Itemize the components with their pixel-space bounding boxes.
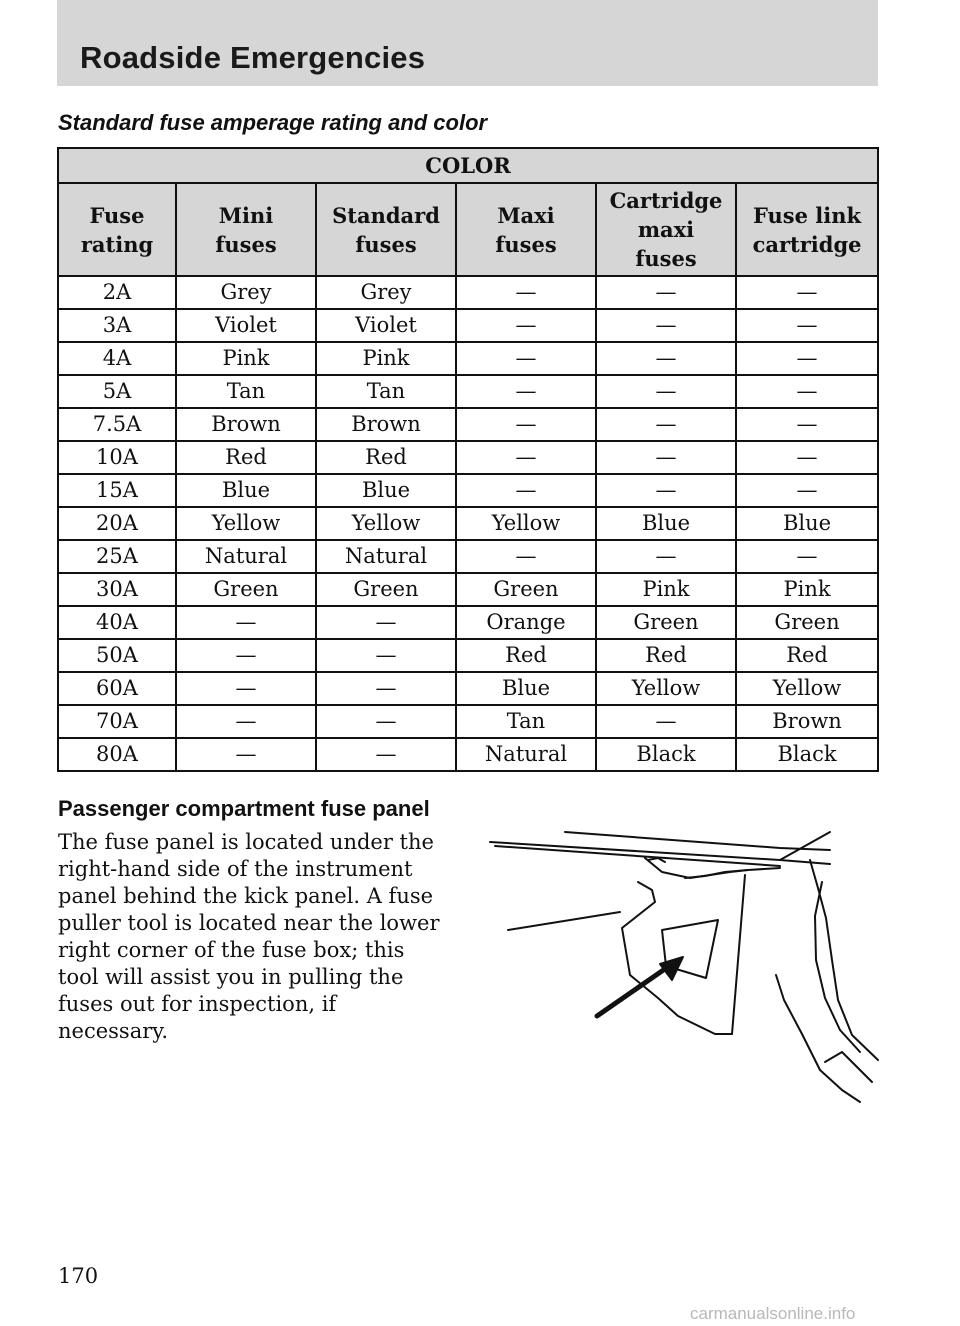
column-header-line: fuses (495, 231, 557, 257)
fuse-color-cell: Yellow (456, 507, 596, 540)
fuse-color-cell: — (596, 276, 736, 309)
description-line: The fuse panel is located under the (58, 830, 434, 854)
fuse-rating-cell: 3A (58, 309, 176, 342)
fuse-color-cell: Brown (316, 408, 456, 441)
fuse-rating-cell: 2A (58, 276, 176, 309)
fuse-color-cell: — (596, 441, 736, 474)
fuse-color-cell: — (736, 309, 878, 342)
description-line: fuses out for inspection, if (58, 992, 337, 1016)
fuse-color-cell: — (736, 375, 878, 408)
fuse-color-cell: Green (456, 573, 596, 606)
fuse-panel-location-illustration (480, 820, 880, 1110)
fuse-color-cell: — (456, 309, 596, 342)
description-line: right corner of the fuse box; this (58, 938, 405, 962)
column-header-line: Standard (332, 202, 440, 228)
fuse-color-cell: — (596, 342, 736, 375)
column-header-line: fuses (635, 246, 697, 271)
fuse-color-cell: Yellow (316, 507, 456, 540)
fuse-color-cell: — (456, 276, 596, 309)
fuse-color-cell: Blue (176, 474, 316, 507)
table-row (58, 441, 878, 474)
fuse-color-cell: Black (596, 738, 736, 771)
fuse-color-cell: Pink (316, 342, 456, 375)
watermark: carmanualsonline.info (690, 1304, 856, 1323)
fuse-panel-description (58, 829, 478, 1045)
column-header-line: cartridge (752, 231, 862, 257)
column-header (316, 183, 456, 276)
fuse-color-cell: — (596, 540, 736, 573)
fuse-color-cell: — (176, 705, 316, 738)
fuse-color-cell: — (456, 441, 596, 474)
table-row (58, 606, 878, 639)
fuse-color-cell: — (596, 375, 736, 408)
description-line: puller tool is located near the lower (58, 911, 440, 935)
fuse-color-cell: — (316, 639, 456, 672)
column-header (176, 183, 316, 276)
table-row (58, 672, 878, 705)
column-header (58, 183, 176, 276)
table-row (58, 705, 878, 738)
fuse-color-cell: Red (176, 441, 316, 474)
column-header (736, 183, 878, 276)
description-line: right-hand side of the instrument (58, 857, 413, 881)
fuse-color-cell: Red (316, 441, 456, 474)
fuse-color-cell: Tan (456, 705, 596, 738)
fuse-color-cell: Red (736, 639, 878, 672)
column-header-line: Fuse (89, 202, 145, 228)
column-header-line: rating (80, 231, 154, 257)
fuse-rating-cell: 60A (58, 672, 176, 705)
fuse-rating-cell: 50A (58, 639, 176, 672)
fuse-color-cell: Brown (736, 705, 878, 738)
fuse-color-cell: Yellow (736, 672, 878, 705)
column-header-line: fuses (215, 231, 277, 257)
fuse-color-cell: Grey (316, 276, 456, 309)
color-group-header: COLOR (58, 148, 878, 183)
fuse-color-cell: Blue (736, 507, 878, 540)
fuse-color-cell: Orange (456, 606, 596, 639)
fuse-color-cell: Pink (596, 573, 736, 606)
fuse-color-cell: Green (596, 606, 736, 639)
fuse-color-cell: Blue (316, 474, 456, 507)
fuse-color-cell: — (736, 408, 878, 441)
column-header (456, 183, 596, 276)
fuse-color-cell: — (316, 672, 456, 705)
column-header-line: fuses (355, 231, 417, 257)
fuse-color-cell: — (456, 342, 596, 375)
column-header (596, 183, 736, 276)
table-row (58, 408, 878, 441)
fuse-color-cell: Red (596, 639, 736, 672)
fuse-color-cell: — (176, 672, 316, 705)
fuse-rating-cell: 15A (58, 474, 176, 507)
fuse-color-cell: Green (176, 573, 316, 606)
fuse-color-cell: Green (736, 606, 878, 639)
fuse-color-cell: Pink (176, 342, 316, 375)
fuse-color-table (57, 147, 879, 772)
page-number: 170 (58, 1264, 99, 1288)
description-line: tool will assist you in pulling the (58, 965, 404, 989)
column-header-line: maxi (637, 217, 695, 242)
fuse-color-cell: — (316, 606, 456, 639)
table-row (58, 474, 878, 507)
fuse-color-cell: — (736, 342, 878, 375)
fuse-color-cell: Blue (456, 672, 596, 705)
fuse-color-cell: Yellow (176, 507, 316, 540)
fuse-color-cell: — (456, 408, 596, 441)
fuse-color-cell: — (736, 276, 878, 309)
fuse-rating-cell: 30A (58, 573, 176, 606)
fuse-rating-cell: 25A (58, 540, 176, 573)
fuse-rating-cell: 4A (58, 342, 176, 375)
fuse-color-cell: — (596, 408, 736, 441)
fuse-color-cell: Black (736, 738, 878, 771)
table-row (58, 309, 878, 342)
fuse-color-cell: — (596, 705, 736, 738)
fuse-color-cell: Pink (736, 573, 878, 606)
description-line: panel behind the kick panel. A fuse (58, 884, 434, 908)
fuse-rating-cell: 80A (58, 738, 176, 771)
fuse-color-cell: Violet (316, 309, 456, 342)
fuse-color-cell: — (176, 606, 316, 639)
fuse-color-cell: — (596, 309, 736, 342)
fuse-color-cell: — (176, 738, 316, 771)
fuse-rating-cell: 20A (58, 507, 176, 540)
fuse-color-cell: Natural (176, 540, 316, 573)
fuse-color-cell: Red (456, 639, 596, 672)
fuse-color-cell: Blue (596, 507, 736, 540)
fuse-rating-cell: 70A (58, 705, 176, 738)
column-header-line: Mini (218, 202, 274, 228)
table-row (58, 639, 878, 672)
fuse-rating-cell: 7.5A (58, 408, 176, 441)
table-row (58, 573, 878, 606)
column-header-line: Cartridge (609, 188, 723, 213)
description-line: necessary. (58, 1019, 169, 1043)
fuse-color-cell: — (316, 705, 456, 738)
fuse-color-cell: — (736, 540, 878, 573)
section-heading: Passenger compartment fuse panel (58, 796, 430, 821)
fuse-color-cell: Tan (316, 375, 456, 408)
fuse-color-cell: — (596, 474, 736, 507)
table-row (58, 540, 878, 573)
fuse-color-cell: Grey (176, 276, 316, 309)
fuse-rating-cell: 10A (58, 441, 176, 474)
fuse-color-cell: Yellow (596, 672, 736, 705)
fuse-color-cell: Tan (176, 375, 316, 408)
table-row (58, 507, 878, 540)
table-row (58, 276, 878, 309)
fuse-color-cell: Natural (456, 738, 596, 771)
fuse-color-cell: Brown (176, 408, 316, 441)
table-row (58, 375, 878, 408)
fuse-color-cell: — (736, 441, 878, 474)
fuse-color-cell: — (736, 474, 878, 507)
fuse-color-cell: — (456, 375, 596, 408)
fuse-color-cell: Natural (316, 540, 456, 573)
column-header-line: Fuse link (752, 202, 862, 228)
table-row (58, 342, 878, 375)
fuse-color-cell: — (456, 474, 596, 507)
column-header-line: Maxi (497, 202, 555, 228)
fuse-rating-cell: 5A (58, 375, 176, 408)
fuse-color-cell: — (456, 540, 596, 573)
fuse-color-cell: — (316, 738, 456, 771)
page-title: Roadside Emergencies (80, 40, 426, 75)
fuse-color-cell: Green (316, 573, 456, 606)
fuse-rating-cell: 40A (58, 606, 176, 639)
fuse-color-cell: Violet (176, 309, 316, 342)
fuse-color-cell: — (176, 639, 316, 672)
table-caption: Standard fuse amperage rating and color (58, 110, 488, 135)
table-row (58, 738, 878, 771)
